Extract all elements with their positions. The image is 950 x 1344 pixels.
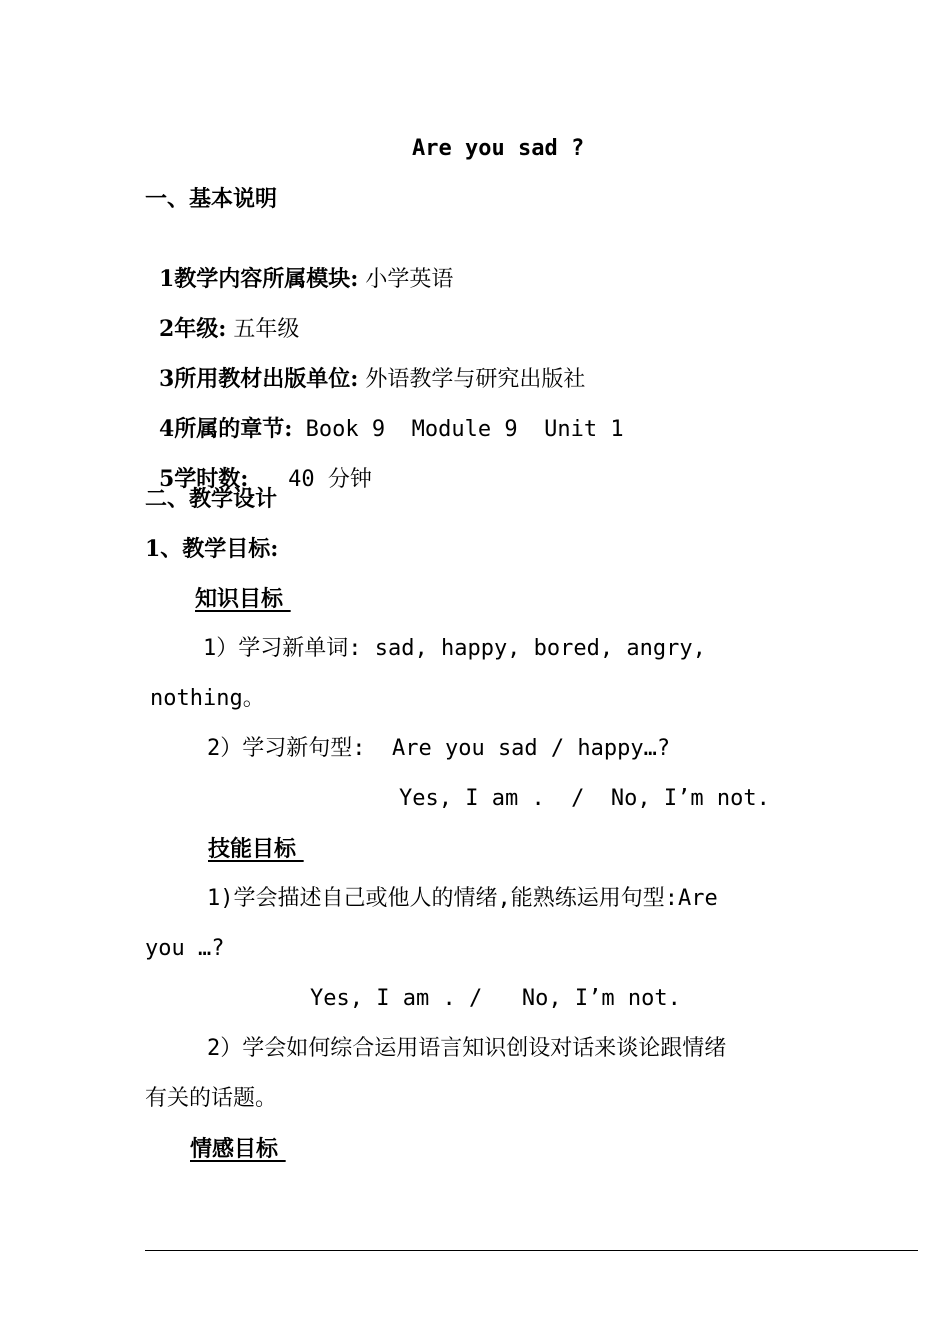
info-value-hours: 40 分钟 — [248, 467, 372, 492]
knowledge-objectives-heading: 知识目标 — [195, 586, 291, 612]
info-value-publisher: 外语教学与研究出版社 — [358, 367, 586, 392]
emotion-objectives-heading: 情感目标 — [190, 1136, 286, 1162]
subheading-objectives: 1、教学目标: — [145, 536, 279, 562]
knowledge-item-2-line-1: 2）学习新句型: Are you sad / happy…? — [207, 736, 671, 761]
skills-item-1-line-3: Yes, I am . / No, I’m not. — [310, 986, 681, 1011]
knowledge-item-1-line-1: 1）学习新单词: sad, happy, bored, angry, — [203, 636, 706, 661]
info-value-grade: 五年级 — [226, 317, 300, 342]
section-heading-basic-info: 一、基本说明 — [145, 186, 278, 212]
skills-item-2-line-1: 2）学会如何综合运用语言知识创设对话来谈论跟情绪 — [207, 1036, 727, 1061]
knowledge-item-2-line-2: Yes, I am . / No, I’m not. — [399, 786, 770, 811]
footer-divider — [145, 1250, 918, 1251]
info-label-chapter: 4所属的章节: — [159, 416, 293, 442]
info-label-module: 1教学内容所属模块: — [159, 266, 359, 292]
info-label-hours: 5学时数: — [159, 466, 249, 492]
info-label-grade: 2年级: — [159, 316, 227, 342]
info-label-publisher: 3所用教材出版单位: — [159, 366, 359, 392]
skills-item-2-line-2: 有关的话题。 — [145, 1086, 278, 1111]
section-heading-design: 二、教学设计 — [145, 486, 278, 512]
knowledge-item-1-line-2: nothing。 — [150, 686, 265, 711]
skills-item-1-line-2: you …? — [145, 936, 225, 961]
skills-objectives-heading: 技能目标 — [208, 836, 304, 862]
skills-item-1-line-1: 1)学会描述自己或他人的情绪,能熟练运用句型:Are — [207, 886, 718, 911]
page-title: Are you sad ? — [412, 136, 585, 161]
info-value-chapter: Book 9 Module 9 Unit 1 — [292, 417, 624, 442]
info-value-module: 小学英语 — [358, 267, 454, 292]
